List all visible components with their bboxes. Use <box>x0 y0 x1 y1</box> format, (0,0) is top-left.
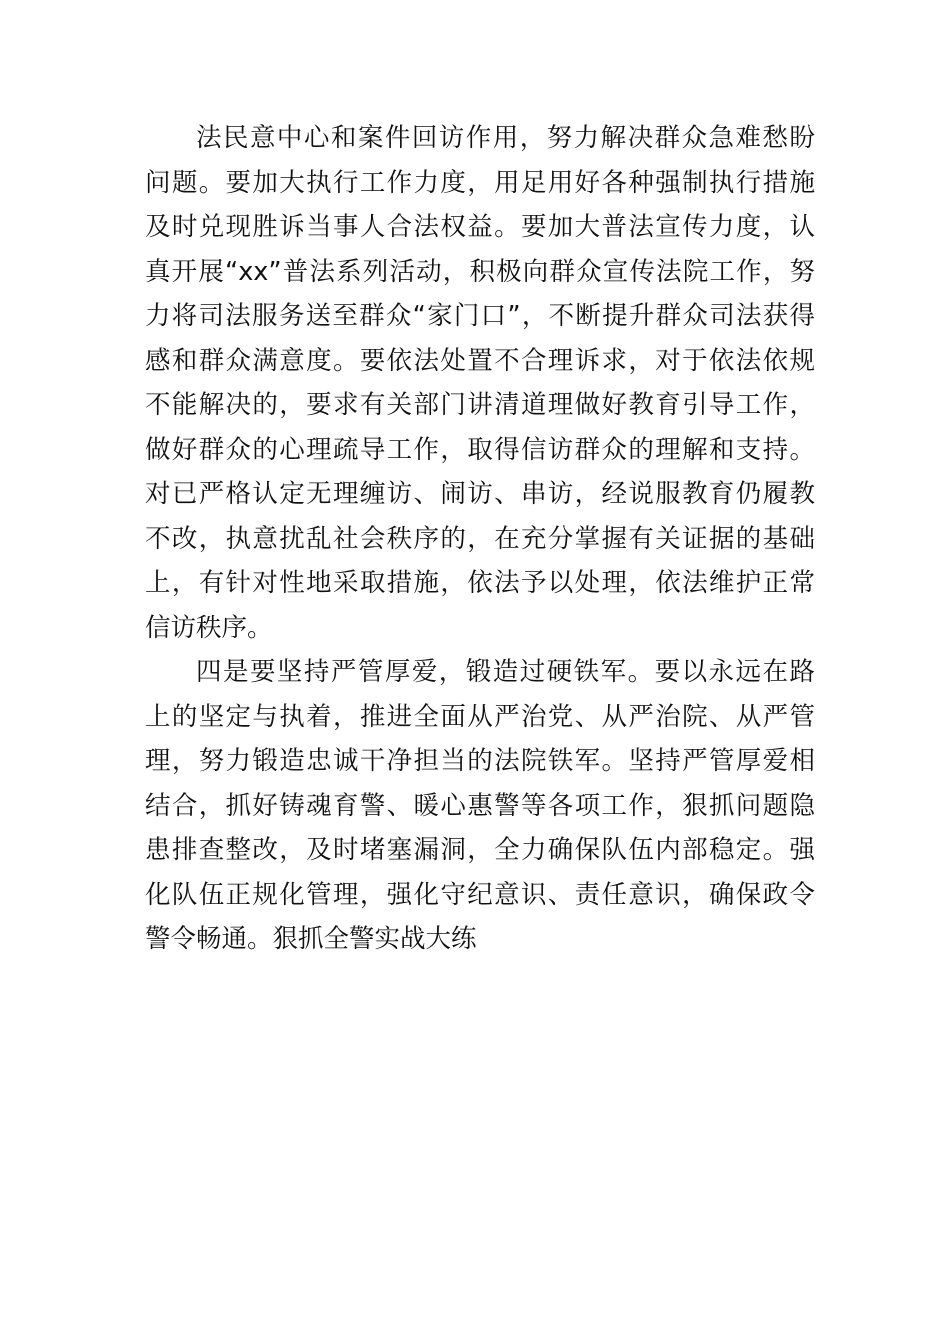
text-line: 感和群众满意度。要依法处置不合理诉求，对于依法依规 <box>145 345 815 376</box>
text-line: 及时兑现胜诉当事人合法权益。要加大普法宣传力度，认 <box>145 212 815 242</box>
text-line: 不能解决的，要求有关部门讲清道理做好教育引导工作， <box>145 390 815 420</box>
text-line: 理，努力锻造忠诚干净担当的法院铁军。坚持严管厚爱相 <box>145 746 815 776</box>
text-line: 力将司法服务送至群众“家门口”，不断提升群众司法获得 <box>145 301 815 331</box>
text-line: 法民意中心和案件回访作用，努力解决群众急难愁盼 <box>196 123 815 153</box>
text-line: 四是要坚持严管厚爱，锻造过硬铁军。要以永远在路 <box>196 657 815 687</box>
text-line: 警令畅通。狠抓全警实战大练 <box>145 924 477 954</box>
text-line: 不改，执意扰乱社会秩序的，在充分掌握有关证据的基础 <box>145 523 815 554</box>
text-line: 信访秩序。 <box>145 612 273 643</box>
text-line: 化队伍正规化管理，强化守纪意识、责任意识，确保政令 <box>145 879 815 910</box>
paragraph-2 <box>145 650 815 962</box>
text-line: 上，有针对性地采取措施，依法予以处理，依法维护正常 <box>145 568 815 598</box>
paragraph-1 <box>145 116 815 650</box>
text-line: 问题。要加大执行工作力度，用足用好各种强制执行措施 <box>145 167 815 198</box>
text-line: 结合，抓好铸魂育警、暖心惠警等各项工作，狠抓问题隐 <box>145 790 815 821</box>
text-line: 上的坚定与执着，推进全面从严治党、从严治院、从严管 <box>145 701 815 732</box>
document-body <box>145 116 815 962</box>
text-line: 患排查整改，及时堵塞漏洞，全力确保队伍内部稳定。强 <box>145 835 815 865</box>
text-line: 对已严格认定无理缠访、闹访、串访，经说服教育仍履教 <box>145 479 815 509</box>
text-line: 做好群众的心理疏导工作，取得信访群众的理解和支持。 <box>145 434 815 465</box>
text-line: 真开展“xx”普法系列活动，积极向群众宣传法院工作，努 <box>145 256 815 287</box>
